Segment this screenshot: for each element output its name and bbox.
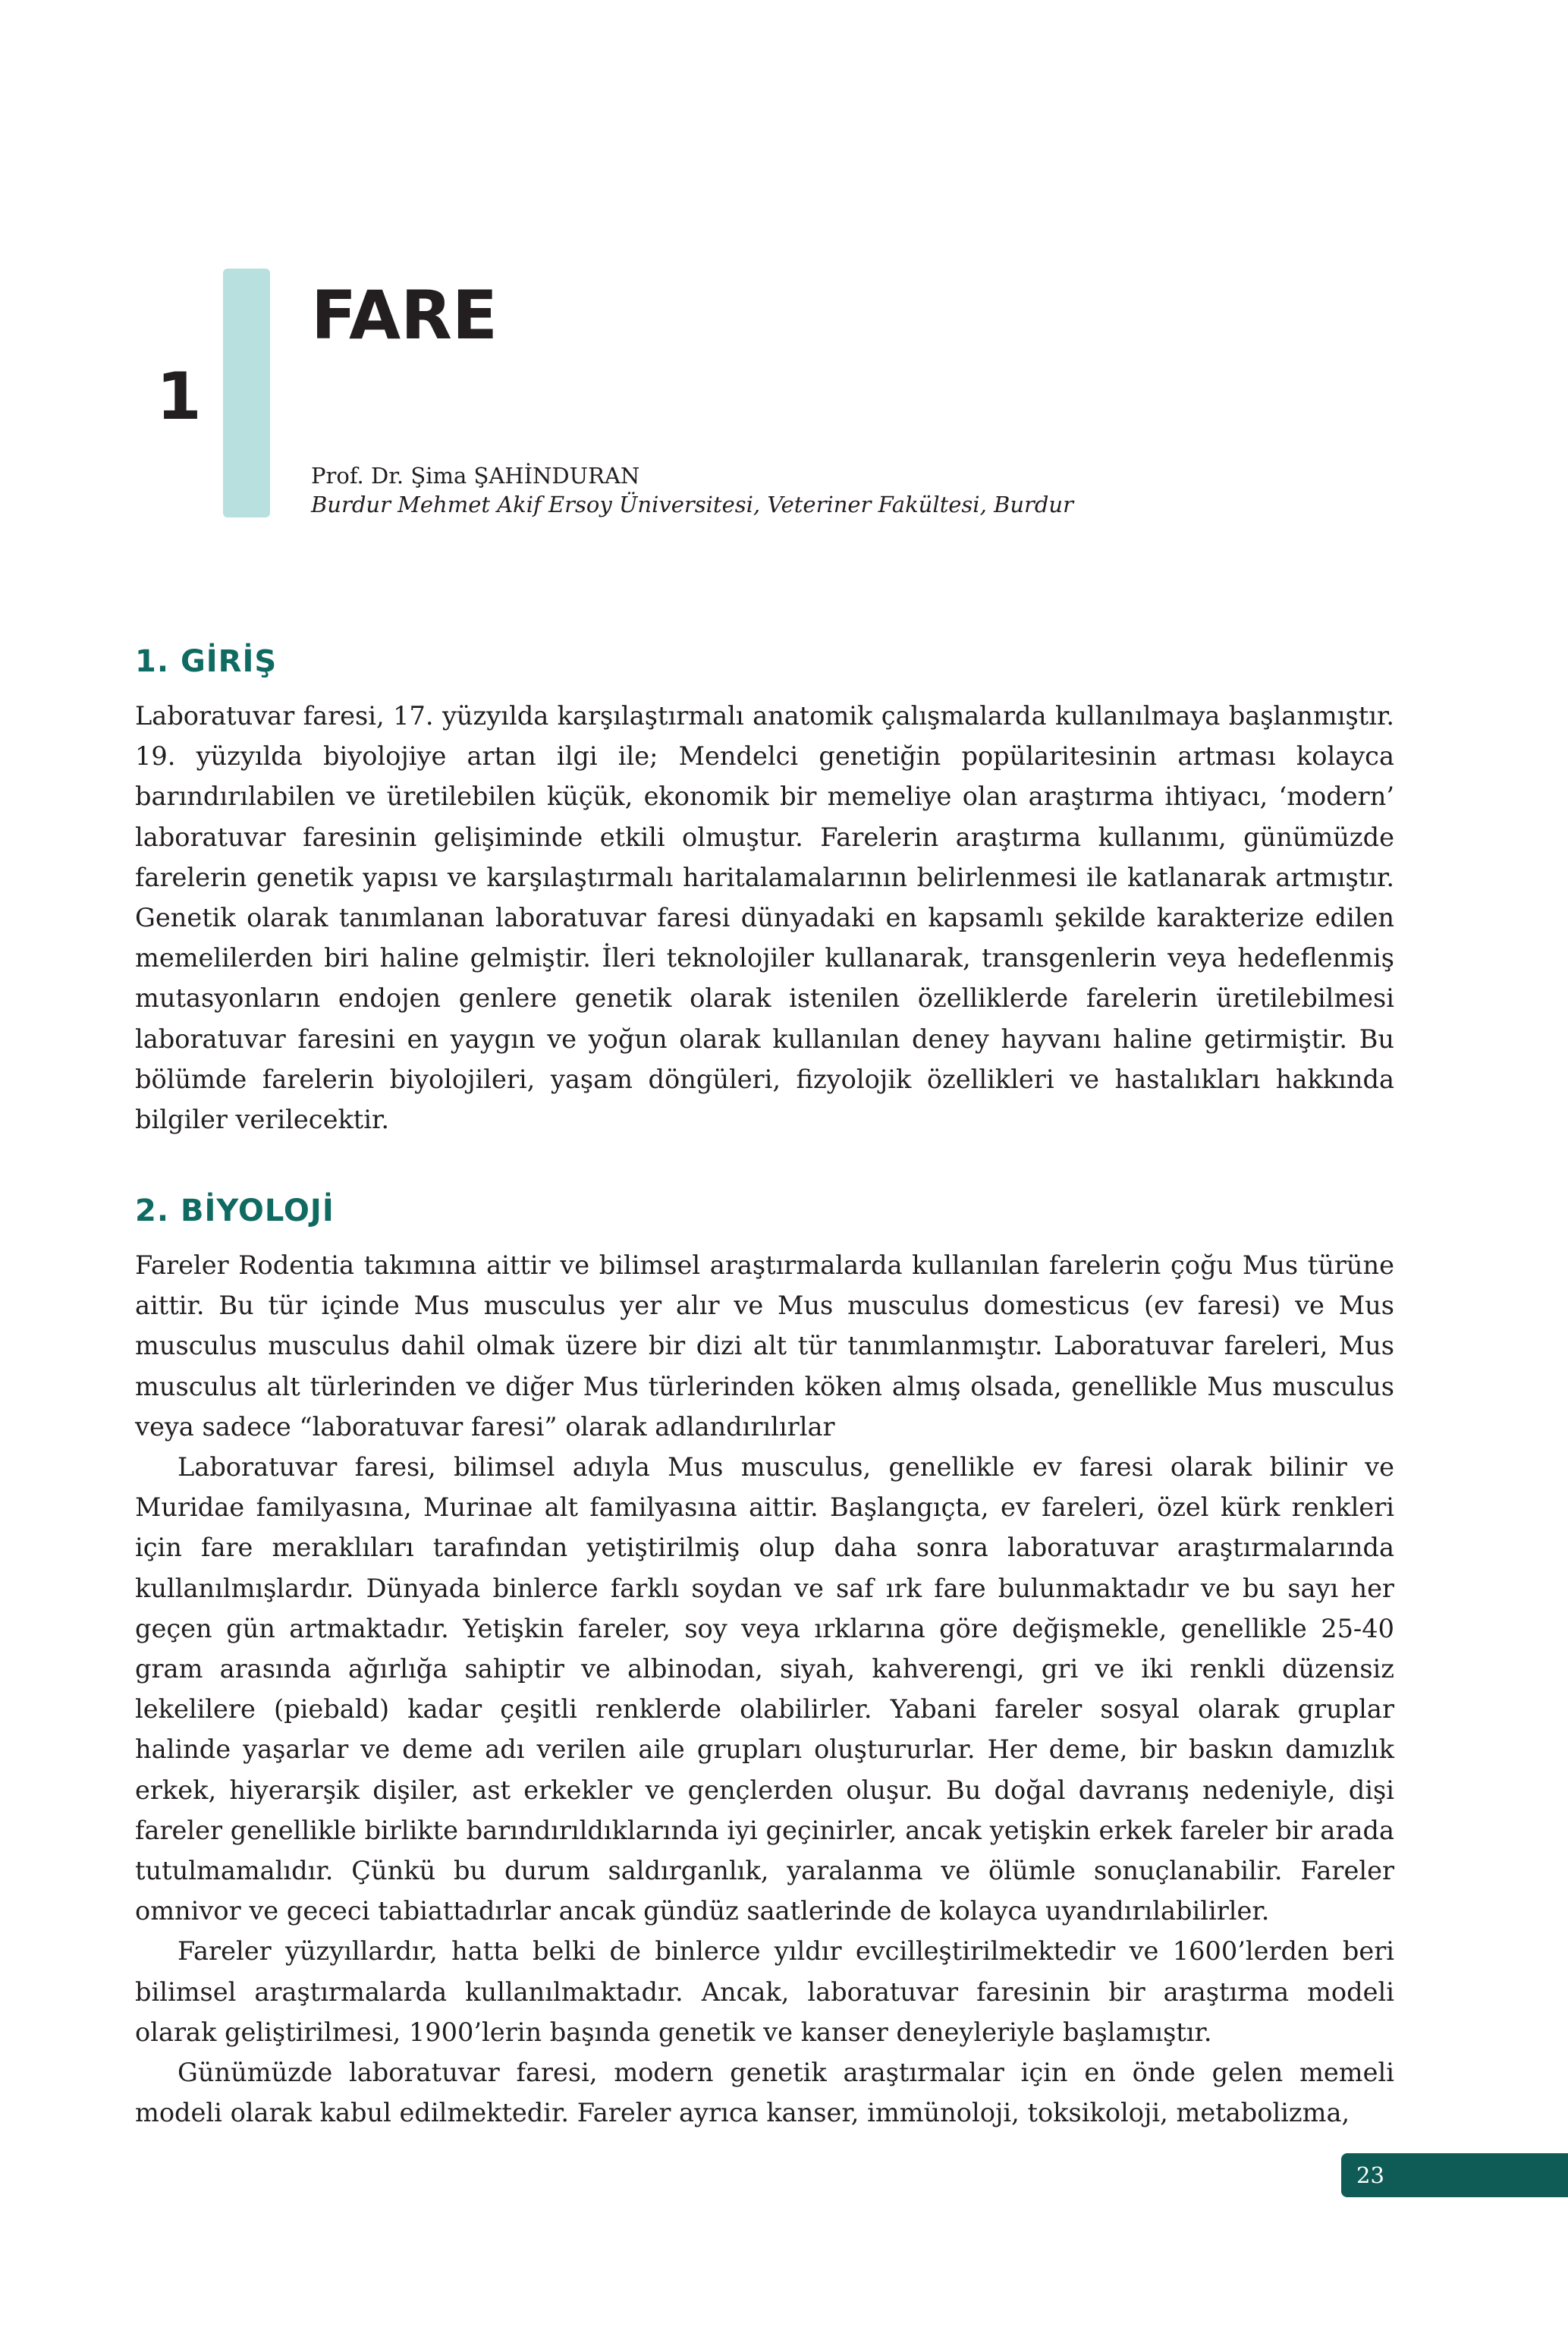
author-name: Prof. Dr. Şima ŞAHİNDURAN <box>311 463 640 489</box>
section-heading-biyoloji: 2. BİYOLOJİ <box>135 1193 335 1228</box>
paragraph: Laboratuvar faresi, bilimsel adıyla Mus musculus, genellikle ev faresi olarak bilinir ve Muridae familyasına, Murinae alt familyasına aittir. Başlangıçta, ev fareleri, özel kürk renkleri için fare meraklıları tarafından yetiştirilmiş olup daha sonra laboratuvar araştırmalarında kullanılmışlardır. Dünyada binlerce farklı soydan ve saf ırk fare bulunmaktadır ve bu sayı her geçen gün artmaktadır. Yetişkin fareler, soy veya ırklarına göre değişmekle, genellikle 25-40 gram arasında ağırlığa sahiptir ve albinodan, siyah, kahverengi, gri ve iki renkli düzensiz lekelilere (piebald) kadar çeşitli renklerde olabilirler. Yabani fareler sosyal olarak gruplar halinde yaşarlar ve deme adı verilen aile grupları oluştururlar. Her deme, bir baskın damızlık erkek, hiyerarşik dişiler, ast erkekler ve gençlerden oluşur. Bu doğal davranış nedeniyle, dişi fareler genellikle birlikte barındırıldıklarında iyi geçinirler, ancak yetişkin erkek fareler bir arada tutulmamalıdır. Çünkü bu durum saldırganlık, yaralanma ve ölümle sonuçlanabilir. Fareler omnivor ve gececi tabiattadırlar ancak gündüz saatlerinde de kolayca uyandırılabilirler. <box>135 1452 1394 1926</box>
paragraph: Laboratuvar faresi, 17. yüzyılda karşılaştırmalı anatomik çalışmalarda kullanılmaya başlanmıştır. 19. yüzyılda biyolojiye artan ilgi ile; Mendelci genetiğin popülaritesinin artması kolayca barındırılabilen ve üretilebilen küçük, ekonomik bir memeliye olan araştırma ihtiyacı, ‘modern’ laboratuvar faresinin gelişiminde etkili olmuştur. Farelerin araştırma kullanımı, günümüzde farelerin genetik yapısı ve karşılaştırmalı haritalamalarının belirlenmesi ile katlanarak artmıştır. Genetik olarak tanımlanan laboratuvar faresi dünyadaki en kapsamlı şekilde karakterize edilen memelilerden biri haline gelmiştir. İleri teknolojiler kullanarak, transgenlerin veya hedeflenmiş mutasyonların endojen genlere genetik olarak istenilen özelliklerde farelerin üretilebilmesi laboratuvar faresini en yaygın ve yoğun olarak kullanılan deney hayvanı haline getirmiştir. Bu bölümde farelerin biyolojileri, yaşam döngüleri, fizyolojik özellikleri ve hastalıkları hakkında bilgiler verilecektir. <box>135 701 1394 1135</box>
chapter-accent-bar <box>223 269 270 517</box>
page-number-tab <box>1341 2153 1568 2197</box>
page-number: 23 <box>1356 2162 1384 2188</box>
paragraph: Fareler yüzyıllardır, hatta belki de binlerce yıldır evcilleştirilmektedir ve 1600’lerden beri bilimsel araştırmalarda kullanılmaktadır. Ancak, laboratuvar faresinin bir araştırma modeli olarak geliştirilmesi, 1900’lerin başında genetik ve kanser deneyleriyle başlamıştır. <box>135 1936 1394 2047</box>
chapter-title: FARE <box>311 276 498 354</box>
section-body-biyoloji <box>135 1245 1394 2133</box>
chapter-number: 1 <box>156 359 202 435</box>
section-heading-giris: 1. GİRİŞ <box>135 644 278 679</box>
paragraph: Fareler Rodentia takımına aittir ve bilimsel araştırmalarda kullanılan farelerin çoğu Mus türüne aittir. Bu tür içinde Mus musculus yer alır ve Mus musculus domesticus (ev faresi) ve Mus musculus musculus dahil olmak üzere bir dizi alt tür tanımlanmıştır. Laboratuvar fareleri, Mus musculus alt türlerinden ve diğer Mus türlerinden köken almış olsada, genellikle Mus musculus veya sadece “laboratuvar faresi” olarak adlandırılırlar <box>135 1250 1394 1442</box>
paragraph: Günümüzde laboratuvar faresi, modern genetik araştırmalar için en önde gelen memeli modeli olarak kabul edilmektedir. Fareler ayrıca kanser, immünoloji, toksikoloji, metabolizma, <box>135 2058 1394 2128</box>
author-affiliation: Burdur Mehmet Akif Ersoy Üniversitesi, Veteriner Fakültesi, Burdur <box>311 492 1073 517</box>
section-body-giris <box>135 696 1394 1140</box>
